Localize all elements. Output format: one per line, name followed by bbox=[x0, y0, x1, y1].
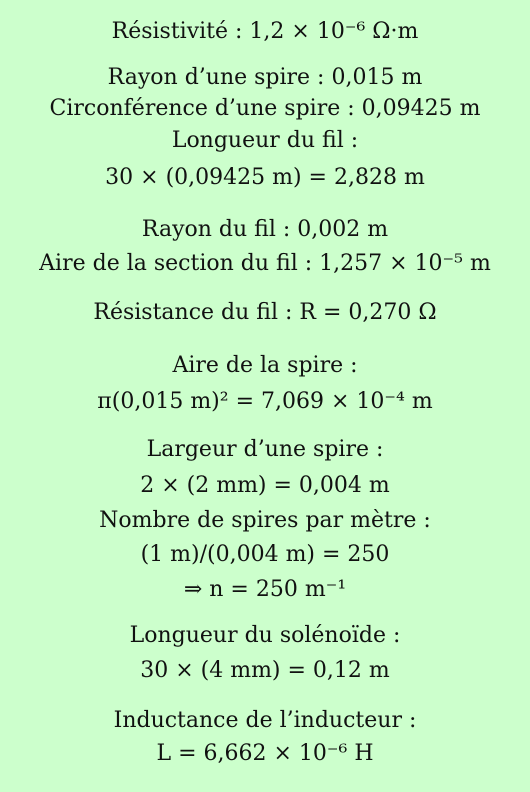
turn-area-heading: Aire de la spire : bbox=[172, 353, 358, 378]
inductance-heading: Inductance de l’inducteur : bbox=[113, 708, 417, 733]
turns-density-result: ⇒ n = 250 m⁻¹ bbox=[183, 577, 347, 602]
turn-radius-line: Rayon d’une spire : 0,015 m bbox=[107, 65, 423, 90]
turns-per-meter-heading: Nombre de spires par mètre : bbox=[99, 508, 431, 533]
wire-resistance-line: Résistance du fil : R = 0,270 Ω bbox=[93, 300, 437, 325]
turn-width-formula: 2 × (2 mm) = 0,004 m bbox=[140, 473, 390, 498]
wire-length-heading: Longueur du fil : bbox=[171, 128, 359, 153]
solenoid-length-heading: Longueur du solénoïde : bbox=[129, 623, 401, 648]
wire-length-formula: 30 × (0,09425 m) = 2,828 m bbox=[105, 165, 425, 190]
turn-area-formula: π(0,015 m)² = 7,069 × 10⁻⁴ m bbox=[97, 389, 433, 414]
inductance-result: L = 6,662 × 10⁻⁶ H bbox=[156, 741, 374, 766]
solenoid-length-formula: 30 × (4 mm) = 0,12 m bbox=[140, 658, 390, 683]
wire-section-area-line: Aire de la section du fil : 1,257 × 10⁻⁵ m bbox=[39, 251, 491, 276]
turns-per-meter-formula: (1 m)/(0,004 m) = 250 bbox=[140, 542, 390, 567]
turn-circumference-line: Circonférence d’une spire : 0,09425 m bbox=[49, 96, 481, 121]
resistivity-line: Résistivité : 1,2 × 10⁻⁶ Ω·m bbox=[111, 19, 419, 44]
turn-width-heading: Largeur d’une spire : bbox=[146, 437, 384, 462]
wire-radius-line: Rayon du fil : 0,002 m bbox=[141, 217, 389, 242]
